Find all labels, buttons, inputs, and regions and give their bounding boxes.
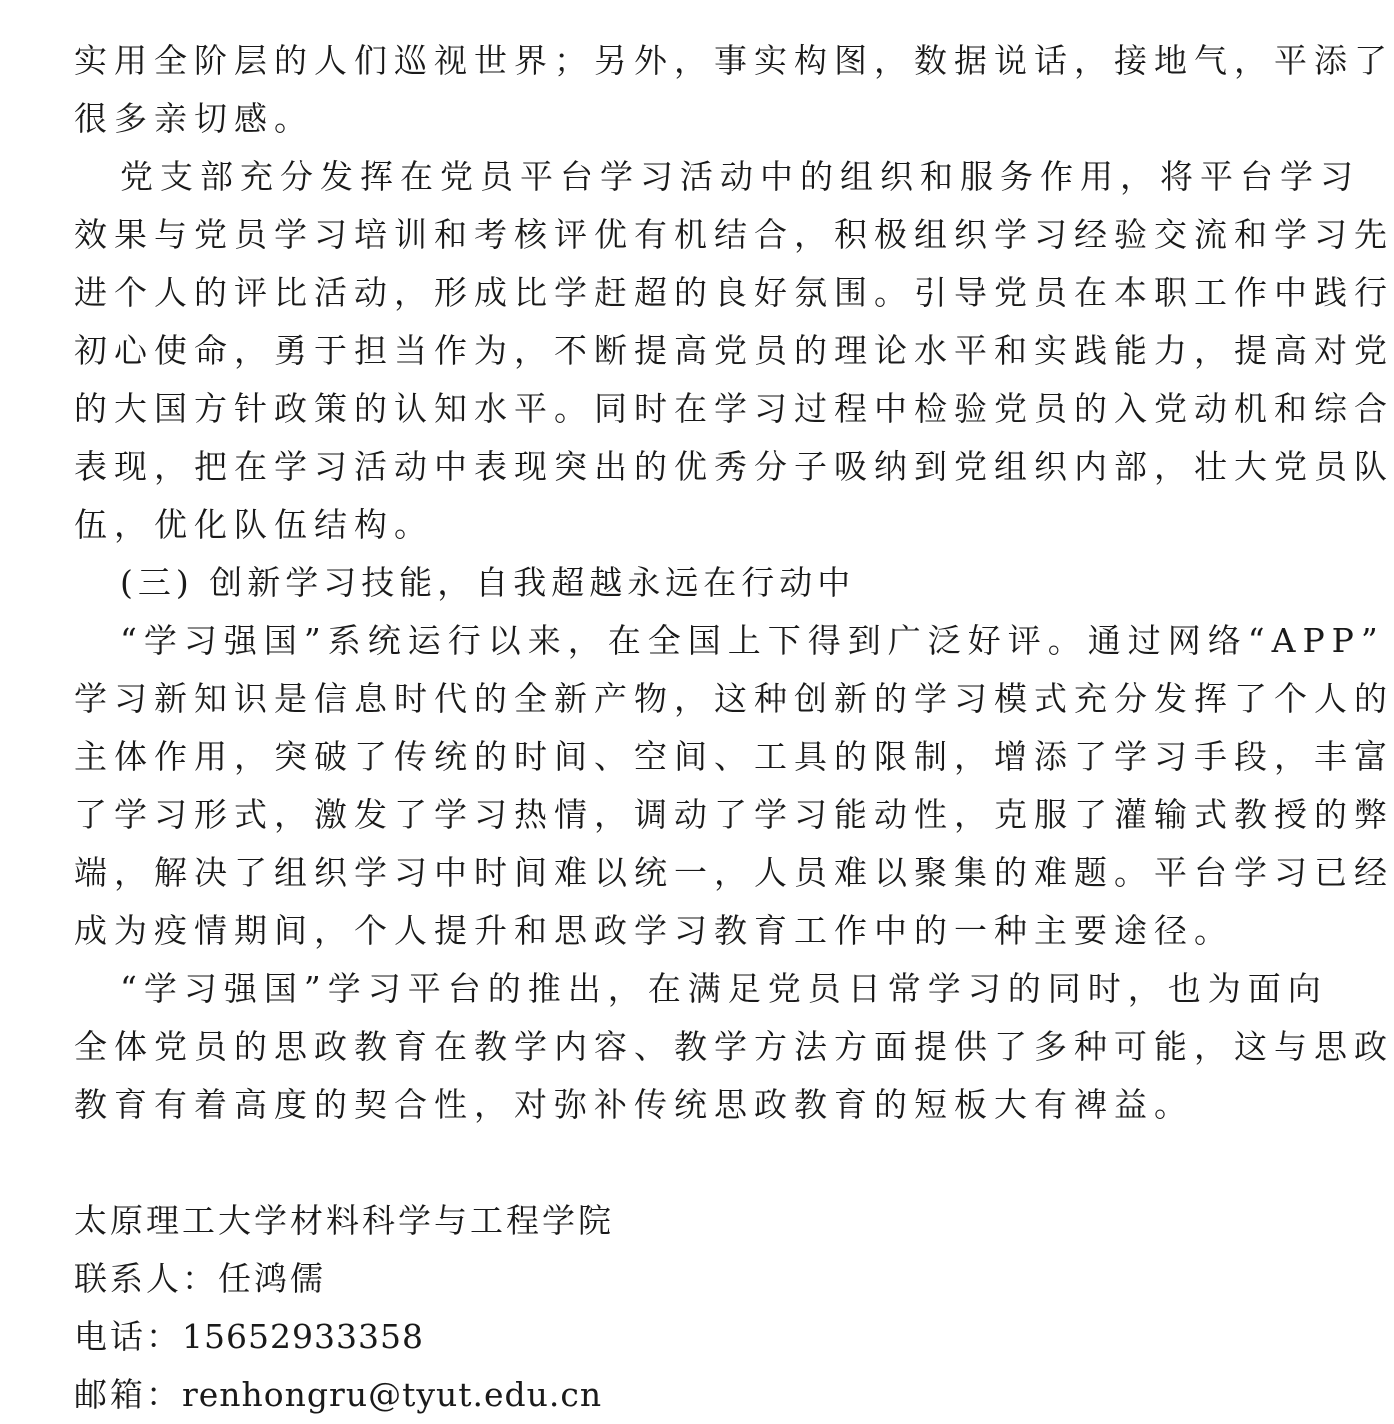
- paragraph-line: 很多亲切感。: [74, 99, 314, 138]
- contact-person-label: 联系人：: [74, 1259, 218, 1298]
- contact-email-label: 邮箱：: [74, 1375, 182, 1414]
- paragraph-line: 主体作用，突破了传统的时间、空间、工具的限制，增添了学习手段，丰富: [74, 737, 1394, 776]
- paragraph-line: 表现，把在学习活动中表现突出的优秀分子吸纳到党组织内部，壮大党员队: [74, 447, 1394, 486]
- contact-person-name: 任鸿儒: [218, 1259, 326, 1298]
- institution-name: 太原理工大学材料科学与工程学院: [74, 1201, 614, 1240]
- paragraph-line: 初心使命，勇于担当作为，不断提高党员的理论水平和实践能力，提高对党: [74, 331, 1394, 370]
- paragraph-line: “学习强国”学习平台的推出，在满足党员日常学习的同时，也为面向: [120, 969, 1328, 1008]
- paragraph-line: 进个人的评比活动，形成比学赶超的良好氛围。引导党员在本职工作中践行: [74, 273, 1394, 312]
- section-heading: (三) 创新学习技能，自我超越永远在行动中: [120, 563, 856, 602]
- paragraph-line: 全体党员的思政教育在教学内容、教学方法方面提供了多种可能，这与思政: [74, 1027, 1394, 1066]
- paragraph-line: 伍，优化队伍结构。: [74, 505, 434, 544]
- paragraph-line: 教育有着高度的契合性，对弥补传统思政教育的短板大有裨益。: [74, 1085, 1194, 1124]
- contact-phone-label: 电话：: [74, 1317, 182, 1356]
- contact-email-address[interactable]: renhongru@tyut.edu.cn: [182, 1375, 603, 1414]
- paragraph-line: 效果与党员学习培训和考核评优有机结合，积极组织学习经验交流和学习先: [74, 215, 1394, 254]
- contact-email: [74, 1366, 1120, 1424]
- contact-phone: [74, 1308, 1120, 1366]
- paragraph-line: 端，解决了组织学习中时间难以统一，人员难以聚集的难题。平台学习已经: [74, 853, 1394, 892]
- paragraph-line: 成为疫情期间，个人提升和思政学习教育工作中的一种主要途径。: [74, 911, 1234, 950]
- paragraph-line: 了学习形式，激发了学习热情，调动了学习能动性，克服了灌输式教授的弊: [74, 795, 1394, 834]
- contact-person: [74, 1250, 1120, 1308]
- paragraph-line: 学习新知识是信息时代的全新产物，这种创新的学习模式充分发挥了个人的: [74, 679, 1394, 718]
- paragraph-line: 的大国方针政策的认知水平。同时在学习过程中检验党员的入党动机和综合: [74, 389, 1394, 428]
- paragraph-line: 党支部充分发挥在党员平台学习活动中的组织和服务作用，将平台学习: [120, 157, 1360, 196]
- contact-phone-number: 15652933358: [182, 1317, 424, 1356]
- paragraph-line: 实用全阶层的人们巡视世界；另外，事实构图，数据说话，接地气，平添了: [74, 41, 1394, 80]
- paragraph-line: “学习强国”系统运行以来，在全国上下得到广泛好评。通过网络“APP”: [120, 621, 1385, 660]
